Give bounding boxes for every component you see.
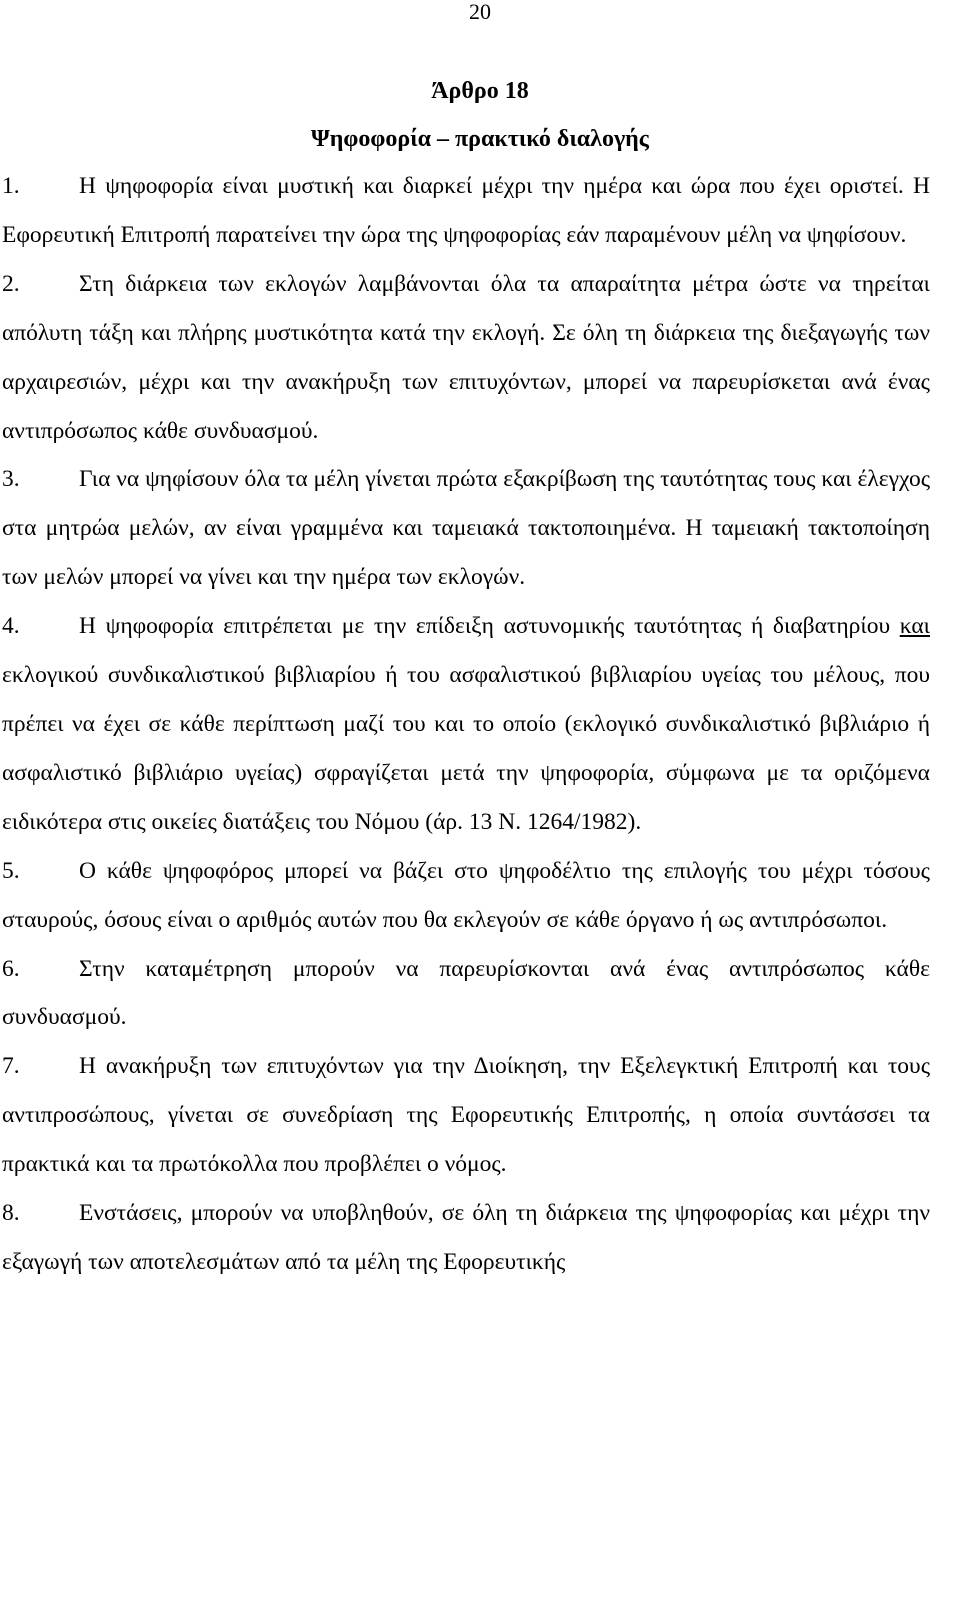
paragraph-5 — [2, 847, 930, 945]
paragraph-4 — [2, 602, 930, 847]
paragraph-text: Ο κάθε ψηφοφόρος μπορεί να βάζει στο ψηφοδέλτιο της επιλογής του μέχρι τόσους σταυρούς, όσους είναι ο αριθμός αυτών που θα εκλεγούν σε κάθε όργανο ή ως αντιπρόσωποι. — [2, 857, 930, 933]
paragraph-text: Η ανακήρυξη των επιτυχόντων για την Διοίκηση, την Εξελεγκτική Επιτροπή και τους αντιπροσώπους, γίνεται σε συνεδρίαση της Εφορευτικής Επιτροπής, η οποία συντάσσει τα πρακτικά και τα πρωτόκολλα που προβλέπει ο νόμος. — [2, 1053, 930, 1178]
paragraph-text: Η ψηφοφορία επιτρέπεται με την επίδειξη αστυνομικής ταυτότητας ή διαβατηρίου — [79, 613, 900, 640]
paragraph-3 — [2, 455, 930, 602]
underlined-word: και — [899, 613, 930, 640]
paragraph-text: εκλογικού συνδικαλιστικού βιβλιαρίου ή του ασφαλιστικού βιβλιαρίου υγείας του μέλους, που πρέπει να έχει σε κάθε περίπτωση μαζί του και το οποίο (εκλογικό συνδικαλιστικό βιβλιάριο ή ασφαλιστικό βιβλιάριο υγείας) σφραγίζεται μετά την ψηφοφορία, σύμφωνα με τα οριζόμενα ειδικότερα στις οικείες διατάξεις του Νόμου (άρ. 13 Ν. 1264/1982). — [2, 662, 930, 835]
paragraph-8 — [2, 1189, 930, 1287]
paragraph-text: Για να ψηφίσουν όλα τα μέλη γίνεται πρώτα εξακρίβωση της ταυτότητας τους και έλεγχος στα μητρώα μελών, αν είναι γραμμένα και ταμειακά τακτοποιημένα. Η ταμειακή τακτοποίηση των μελών μπορεί να γίνει και την ημέρα των εκλογών. — [2, 466, 930, 591]
paragraph-number: 7. — [2, 1053, 20, 1080]
paragraph-1 — [2, 162, 930, 260]
paragraph-number: 4. — [2, 613, 20, 640]
article-title: Άρθρο 18 — [431, 78, 529, 104]
page-number: 20 — [469, 0, 491, 24]
paragraph-number: 5. — [2, 857, 20, 884]
paragraph-text: Στην καταμέτρηση μπορούν να παρευρίσκονται ανά ένας αντιπρόσωπος κάθε συνδυασμού. — [2, 955, 930, 1031]
paragraph-number: 8. — [2, 1200, 20, 1227]
paragraph-text: Ενστάσεις, μπορούν να υποβληθούν, σε όλη τη διάρκεια της ψηφοφορίας και μέχρι την εξαγωγή των αποτελεσμάτων από τα μέλη της Εφορευτικής — [2, 1200, 930, 1275]
paragraph-text: Στη διάρκεια των εκλογών λαμβάνονται όλα τα απαραίτητα μέτρα ώστε να τηρείται απόλυτη τάξη και πλήρης μυστικότητα κατά την εκλογή. Σε όλη τη διάρκεια της διεξαγωγής των αρχαιρεσιών, μέχρι και την ανακήρυξη των επιτυχόντων, μπορεί να παρευρίσκεται ανά ένας αντιπρόσωπος κάθε συνδυασμού. — [2, 270, 930, 444]
paragraph-7 — [2, 1042, 930, 1189]
article-subtitle: Ψηφοφορία – πρακτικό διαλογής — [311, 126, 649, 152]
paragraph-number: 6. — [2, 955, 20, 982]
paragraph-2 — [2, 260, 930, 456]
paragraph-number: 3. — [2, 466, 20, 493]
paragraph-number: 2. — [2, 270, 20, 297]
paragraph-6 — [2, 945, 930, 1043]
paragraph-number: 1. — [2, 173, 20, 199]
paragraph-text: Η ψηφοφορία είναι μυστική και διαρκεί μέχρι την ημέρα και ώρα που έχει οριστεί. Η Εφορευτική Επιτροπή παρατείνει την ώρα της ψηφοφορίας εάν παραμένουν μέλη να ψηφίσουν. — [2, 173, 930, 248]
article-body — [2, 162, 930, 1287]
